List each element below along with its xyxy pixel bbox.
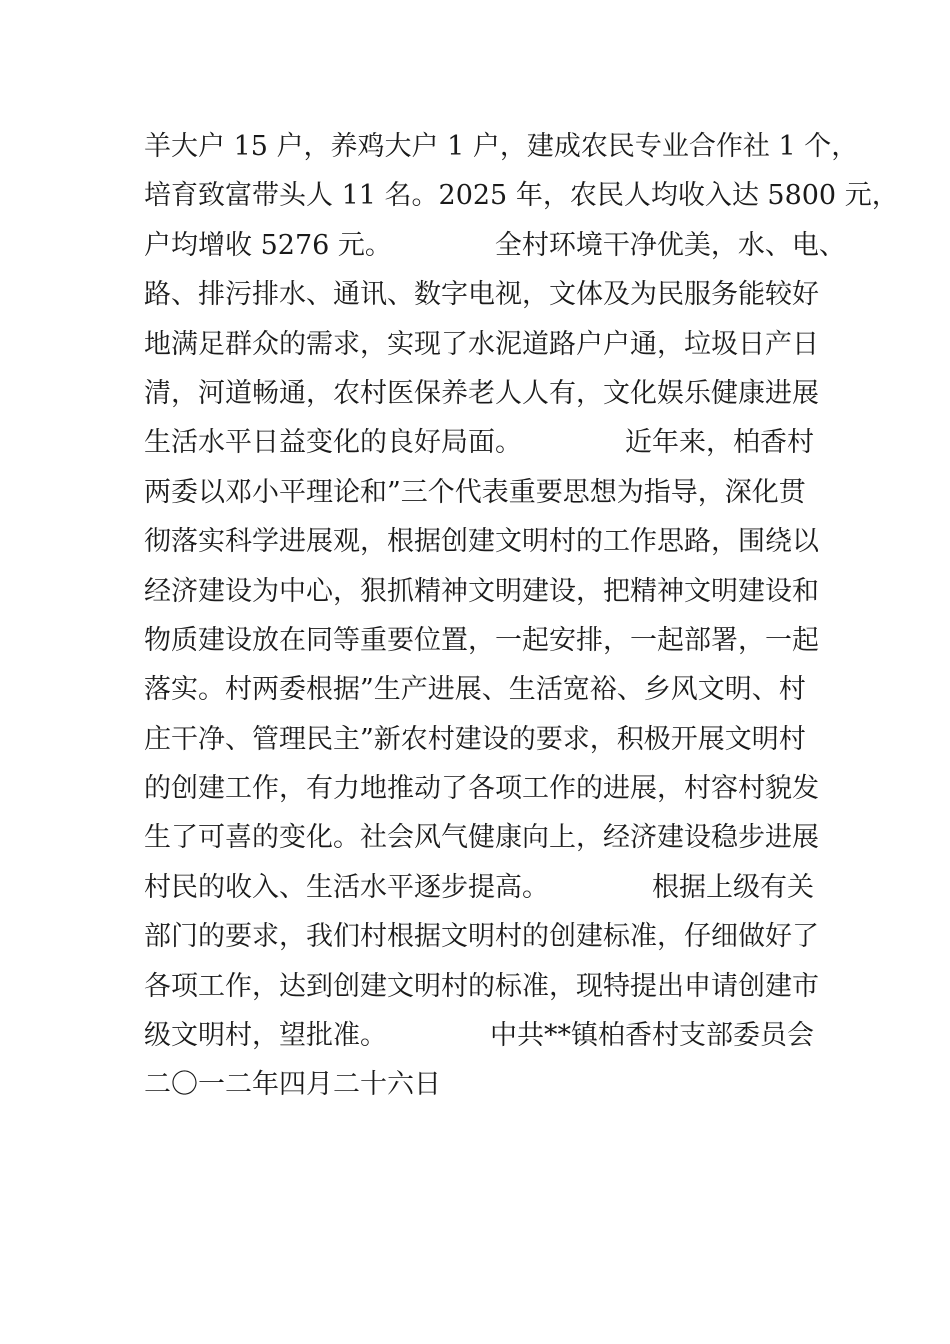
text-line-16: 村民的收入、生活水平逐步提高。 根据上级有关 (144, 871, 814, 903)
text-line-3: 户均增收 5276 元。 全村环境干净优美，水、电、 (144, 229, 846, 261)
text-line-12: 落实。村两委根据”生产进展、生活宽裕、乡风文明、村 (144, 674, 806, 706)
body-text (144, 122, 899, 1110)
text-line-13: 庄干净、管理民主”新农村建设的要求，积极开展文明村 (144, 723, 806, 755)
text-line-15: 生了可喜的变化。社会风气健康向上，经济建设稳步进展 (144, 822, 819, 854)
text-line-7: 生活水平日益变化的良好局面。 近年来，柏香村 (144, 427, 814, 459)
text-line-6: 清，河道畅通，农村医保养老人人有，文化娱乐健康进展 (144, 377, 819, 409)
text-line-5: 地满足群众的需求，实现了水泥道路户户通，垃圾日产日 (144, 328, 819, 360)
text-line-14: 的创建工作，有力地推动了各项工作的进展，村容村貌发 (144, 773, 819, 805)
text-line-17: 部门的要求，我们村根据文明村的创建标准，仔细做好了 (144, 921, 819, 953)
text-line-9: 彻落实科学进展观，根据创建文明村的工作思路，围绕以 (144, 526, 819, 558)
text-line-10: 经济建设为中心，狠抓精神文明建设，把精神文明建设和 (144, 575, 819, 607)
text-line-8: 两委以邓小平理论和”三个代表重要思想为指导，深化贯 (144, 476, 806, 508)
text-line-1: 羊大户 15 户，养鸡大户 1 户，建成农民专业合作社 1 个， (144, 131, 859, 162)
text-line-2: 培育致富带头人 11 名。2025 年，农民人均收入达 5800 元， (144, 180, 899, 212)
date-line: 二〇一二年四月二十六日 (144, 1069, 441, 1101)
text-line-11: 物质建设放在同等重要位置，一起安排，一起部署，一起 (144, 624, 819, 656)
text-line-4: 路、排污排水、通讯、数字电视，文体及为民服务能较好 (144, 279, 819, 311)
text-line-18: 各项工作，达到创建文明村的标准，现特提出申请创建市 (144, 970, 819, 1002)
signature-line: 级文明村，望批准。 中共**镇柏香村支部委员会 (144, 1020, 814, 1052)
